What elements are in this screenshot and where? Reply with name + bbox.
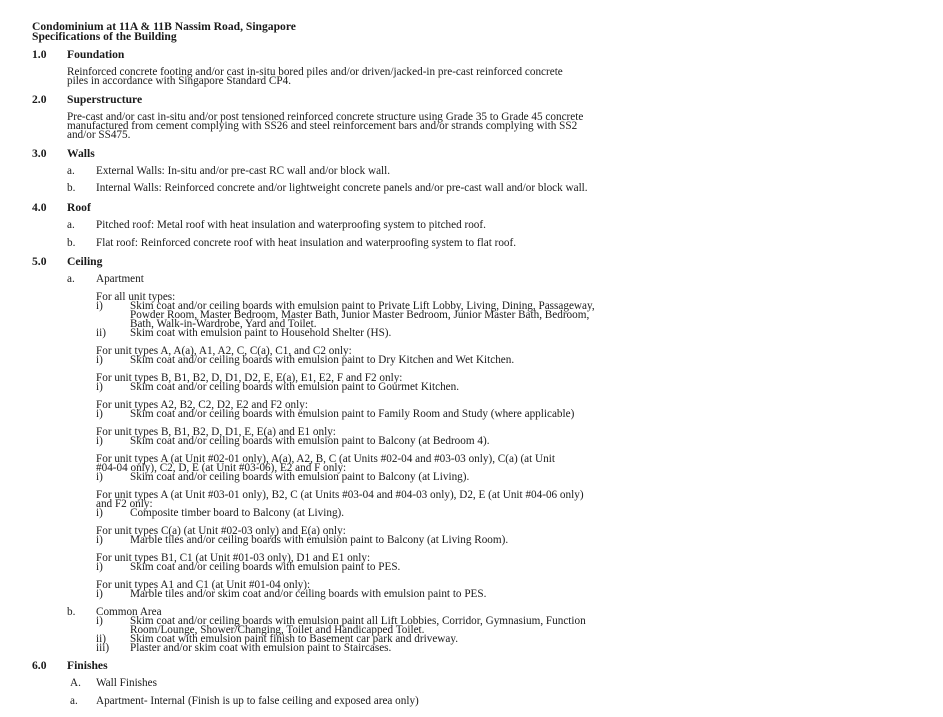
- list-item: Skim coat and/or ceiling boards with emulsion paint to Private Lift Lobby, Living, Dining, Passageway,: [130, 300, 595, 312]
- section-heading-finishes: Finishes: [67, 659, 108, 672]
- list-marker: b.: [67, 606, 76, 618]
- document-title: Condominium at 11A & 11B Nassim Road, Singapore: [32, 20, 296, 33]
- list-marker: a.: [67, 219, 75, 231]
- unit-group-heading: and F2 only:: [96, 498, 153, 510]
- list-marker: i): [96, 354, 103, 366]
- section-number: 4.0: [32, 201, 47, 214]
- list-item: Marble tiles and/or skim coat and/or ceiling boards with emulsion paint to PES.: [130, 588, 487, 600]
- section-heading-ceiling: Ceiling: [67, 255, 103, 268]
- list-item: Skim coat and/or ceiling boards with emulsion paint all Lift Lobbies, Corridor, Gymnasium, Function: [130, 615, 586, 627]
- list-item: Flat roof: Reinforced concrete roof with heat insulation and waterproofing system to flat roof.: [96, 237, 517, 249]
- unit-group-heading: For unit types A1 and C1 (at Unit #01-04 only):: [96, 579, 311, 591]
- section-number: 3.0: [32, 147, 47, 160]
- unit-group-heading: For unit types B, B1, B2, D, D1, D2, E, E(a), E1, E2, F and F2 only:: [96, 372, 403, 384]
- paragraph-line: Reinforced concrete footing and/or cast in-situ bored piles and/or driven/jacked-in pre-cast reinforced concrete: [67, 66, 563, 78]
- list-item: Skim coat and/or ceiling boards with emulsion paint to Balcony (at Living).: [130, 471, 470, 483]
- document-subtitle: Specifications of the Building: [32, 30, 177, 43]
- list-marker: A.: [70, 677, 81, 689]
- list-marker: i): [96, 615, 103, 627]
- list-item: Bath, Walk-in-Wardrobe, Yard and Toilet.: [130, 318, 317, 330]
- list-item: Composite timber board to Balcony (at Living).: [130, 507, 345, 519]
- unit-group-heading: For unit types A2, B2, C2, D2, E2 and F2 only:: [96, 399, 308, 411]
- paragraph-line: piles in accordance with Singapore Standard CP4.: [67, 75, 292, 87]
- subsection-heading-common-area: Common Area: [96, 606, 162, 618]
- unit-group-heading: For all unit types:: [96, 291, 176, 303]
- list-item: Skim coat and/or ceiling boards with emulsion paint to Gourmet Kitchen.: [130, 381, 460, 393]
- list-marker: iii): [96, 642, 110, 654]
- list-item: Apartment- Internal (Finish is up to false ceiling and exposed area only): [96, 695, 419, 707]
- list-item: Skim coat and/or ceiling boards with emulsion paint to Balcony (at Bedroom 4).: [130, 435, 490, 447]
- list-item: Skim coat with emulsion paint finish to Basement car park and driveway.: [130, 633, 458, 645]
- list-item: Skim coat with emulsion paint to Household Shelter (HS).: [130, 327, 392, 339]
- list-item: External Walls: In-situ and/or pre-cast RC wall and/or block wall.: [96, 165, 391, 177]
- list-marker: i): [96, 435, 103, 447]
- list-item: Internal Walls: Reinforced concrete and/or lightweight concrete panels and/or pre-cast wall and/or block wall.: [96, 182, 588, 194]
- list-item: Skim coat and/or ceiling boards with emulsion paint to Dry Kitchen and Wet Kitchen.: [130, 354, 515, 366]
- list-item: Pitched roof: Metal roof with heat insulation and waterproofing system to pitched roof.: [96, 219, 486, 231]
- list-marker: i): [96, 561, 103, 573]
- unit-group-heading: For unit types A (at Unit #03-01 only), B2, C (at Units #03-04 and #04-03 only), D2, E (at Unit #04-06 only): [96, 489, 584, 501]
- list-marker: i): [96, 534, 103, 546]
- unit-group-heading: #04-04 only), C2, D, E (at Unit #03-06), E2 and F only:: [96, 462, 347, 474]
- section-heading-foundation: Foundation: [67, 48, 125, 61]
- paragraph-line: manufactured from cement complying with SS26 and steel reinforcement bars and/or strands complying with SS2: [67, 120, 578, 132]
- list-item: Plaster and/or skim coat with emulsion paint to Staircases.: [130, 642, 392, 654]
- section-heading-roof: Roof: [67, 201, 91, 214]
- list-marker: a.: [67, 165, 75, 177]
- list-marker: a.: [67, 273, 75, 285]
- list-marker: i): [96, 507, 103, 519]
- list-marker: b.: [67, 182, 76, 194]
- list-item: Room/Lounge, Shower/Changing, Toilet and Handicapped Toilet.: [130, 624, 425, 636]
- unit-group-heading: For unit types B, B1, B2, D, D1, E, E(a) and E1 only:: [96, 426, 336, 438]
- list-marker: a.: [70, 695, 78, 707]
- list-marker: ii): [96, 327, 106, 339]
- section-number: 2.0: [32, 93, 47, 106]
- unit-group-heading: For unit types A (at Unit #02-01 only), A(a), A2, B, C (at Units #02-04 and #03-03 only), C(a) (at Unit: [96, 453, 555, 465]
- section-heading-walls: Walls: [67, 147, 95, 160]
- subsection-heading-apartment: Apartment: [96, 273, 144, 285]
- list-marker: i): [96, 300, 103, 312]
- unit-group-heading: For unit types C(a) (at Unit #02-03 only) and E(a) only:: [96, 525, 346, 537]
- paragraph-line: Pre-cast and/or cast in-situ and/or post tensioned reinforced concrete structure using Grade 35 to Grade 45 concrete: [67, 111, 584, 123]
- list-item: Skim coat and/or ceiling boards with emulsion paint to Family Room and Study (where applicable): [130, 408, 575, 420]
- section-number: 1.0: [32, 48, 47, 61]
- list-item: Powder Room, Master Bedroom, Master Bath, Junior Master Bedroom, Junior Master Bath, Bedroom,: [130, 309, 590, 321]
- unit-group-heading: For unit types B1, C1 (at Unit #01-03 only), D1 and E1 only:: [96, 552, 371, 564]
- list-marker: i): [96, 471, 103, 483]
- paragraph-line: and/or SS475.: [67, 129, 131, 141]
- section-number: 5.0: [32, 255, 47, 268]
- list-marker: i): [96, 381, 103, 393]
- section-number: 6.0: [32, 659, 47, 672]
- list-item: Skim coat and/or ceiling boards with emulsion paint to PES.: [130, 561, 401, 573]
- list-marker: b.: [67, 237, 76, 249]
- list-marker: ii): [96, 633, 106, 645]
- subsection-heading-wall-finishes: Wall Finishes: [96, 677, 157, 689]
- list-item: Marble tiles and/or ceiling boards with emulsion paint to Balcony (at Living Room).: [130, 534, 509, 546]
- section-heading-superstructure: Superstructure: [67, 93, 143, 106]
- unit-group-heading: For unit types A, A(a), A1, A2, C, C(a), C1, and C2 only:: [96, 345, 352, 357]
- list-marker: i): [96, 408, 103, 420]
- list-marker: i): [96, 588, 103, 600]
